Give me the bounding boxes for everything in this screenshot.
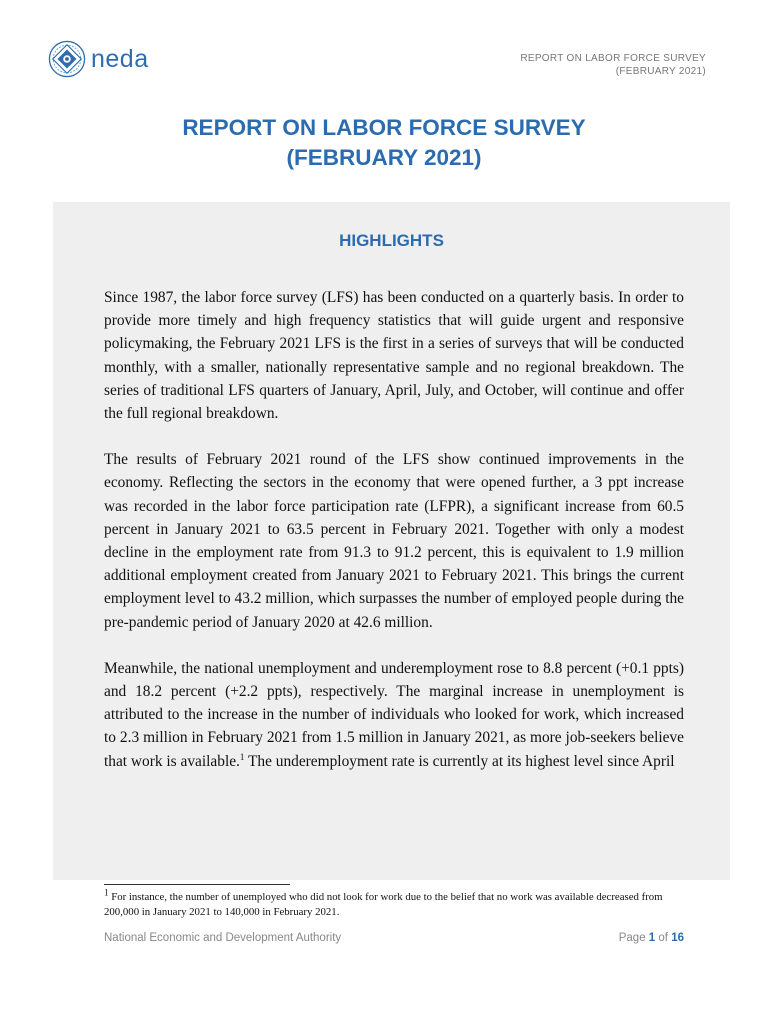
page-total: 16: [671, 932, 684, 944]
paragraph-3-continuation: The underemployment rate is currently at its highest level since April: [244, 752, 675, 770]
report-title-line-1: REPORT ON LABOR FORCE SURVEY: [182, 115, 586, 140]
page-current: 1: [648, 932, 656, 944]
running-header-line-2: (FEBRUARY 2021): [615, 66, 706, 77]
neda-logo: [48, 40, 149, 78]
highlights-body: [104, 286, 684, 796]
footnote-divider: [104, 884, 290, 885]
paragraph-3-text: Meanwhile, the national unemployment and underemployment rose to 8.8 percent (+0.1 ppts) and 18.2 percent (+2.2 ppts), respectively. The marginal increase in unemployment is attributed to the increase in the number of individuals who looked for work, which increased to 2.3 million in February 2021 from 1.5 million in January 2021, as more job-seekers believe that work is available.: [104, 659, 684, 770]
report-title-line-2: (FEBRUARY 2021): [286, 145, 482, 170]
footnote-text: For instance, the number of unemployed who did not look for work due to the belief that no work was available decreased from 200,000 in January 2021 to 140,000 in February 2021.: [104, 891, 663, 918]
footnote-marker: 1: [104, 887, 109, 898]
footer-page-number: [619, 932, 684, 944]
highlights-paragraph-2: The results of February 2021 round of the LFS show continued improvements in the economy. Reflecting the sectors in the economy that were opened further, a 3 ppt increase was recorded in the labor force participation rate (LFPR), a significant increase from 60.5 percent in January 2021 to 63.5 percent in February 2021. Together with only a modest decline in the employment rate from 91.3 to 91.2 percent, this is equivalent to 1.9 million additional employment created from January 2021 to February 2021. This brings the current employment level to 43.2 million, which surpasses the number of employed people during the pre-pandemic period of January 2020 at 42.6 million.: [104, 451, 684, 631]
page-label: Page: [618, 932, 646, 944]
report-title: [0, 113, 768, 173]
running-header-line-1: REPORT ON LABOR FORCE SURVEY: [520, 53, 706, 64]
highlights-box: [53, 202, 730, 880]
highlights-paragraph-1: Since 1987, the labor force survey (LFS) has been conducted on a quarterly basis. In order to provide more timely and high frequency statistics that will guide urgent and responsive policymaking, the February 2021 LFS is the first in a series of surveys that will be conducted monthly, with a smaller, nationally representative sample and no regional breakdown. The series of traditional LFS quarters of January, April, July, and October, will continue and offer the full regional breakdown.: [104, 289, 684, 423]
footnote-reference-1[interactable]: 1: [239, 751, 245, 762]
neda-seal-icon: [48, 40, 86, 78]
footer-organization: National Economic and Development Authority: [104, 932, 342, 944]
page-of: of: [658, 932, 668, 944]
logo-wordmark: neda: [91, 44, 149, 73]
running-header: [520, 52, 706, 78]
highlights-paragraph-3: [104, 657, 684, 773]
footnote-1: [104, 887, 664, 920]
highlights-heading: HIGHLIGHTS: [339, 231, 444, 250]
